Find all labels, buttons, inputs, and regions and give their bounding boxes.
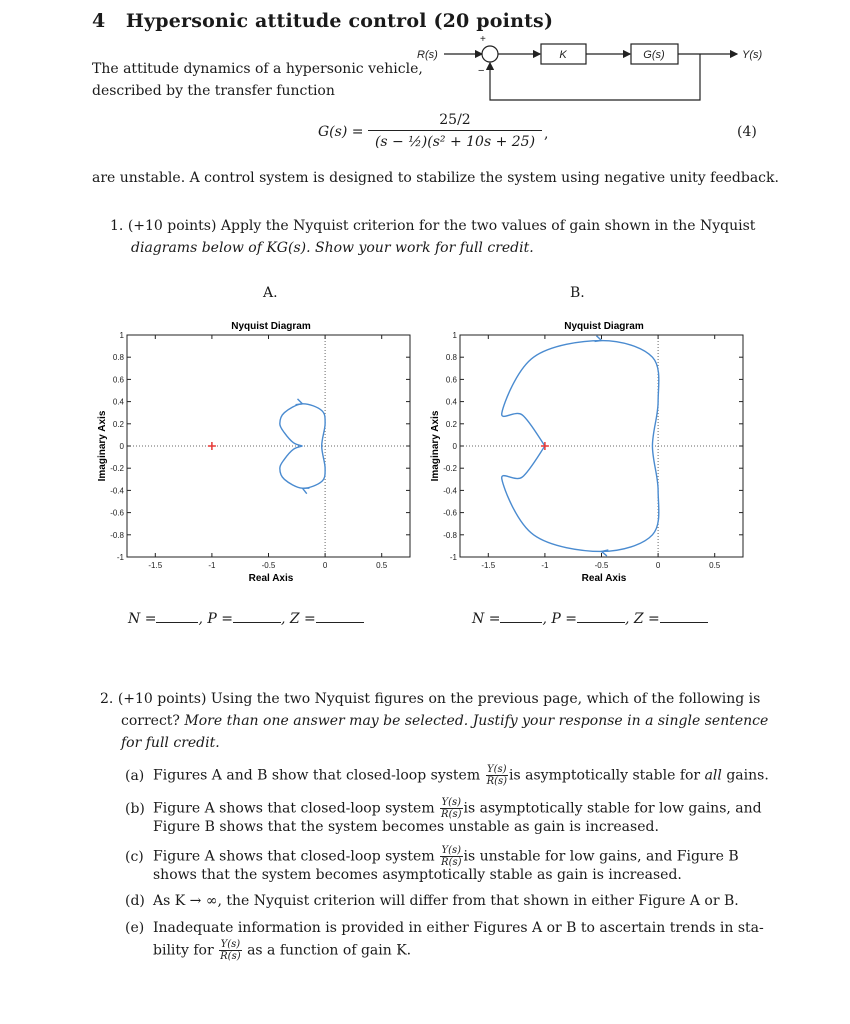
x-tick-label: -1	[208, 561, 216, 570]
question-2	[100, 688, 769, 754]
a-p-label: , P =	[198, 611, 233, 627]
fraction-numerator: Y(s)	[441, 797, 462, 808]
y-tick-label: 1	[119, 331, 124, 340]
x-tick-label: 0.5	[709, 561, 721, 570]
y-tick-label: 0	[452, 442, 457, 451]
a-z-label: , Z =	[280, 611, 316, 627]
y-tick-label: -0.2	[443, 464, 457, 474]
option-a-text-pre: Figures A and B show that closed-loop system	[153, 767, 481, 784]
x-tick-label: -0.5	[594, 561, 609, 570]
q2-line-3-italic: for full credit.	[121, 735, 220, 751]
option-e-line-1: Inadequate information is provided in either Figures A or B to ascertain trends in sta-	[153, 920, 764, 936]
q2-line-2-italic: More than one answer may be selected. Justify your response in a single sentence	[184, 713, 769, 729]
direction-arrow	[602, 550, 609, 556]
direction-arrow	[302, 488, 309, 494]
plot-a-xlabel: Real Axis	[248, 573, 294, 584]
summing-junction	[482, 46, 498, 62]
nyquist-plot-a	[95, 315, 415, 590]
plot-a-title: Nyquist Diagram	[231, 321, 311, 332]
y-tick-label: 0.6	[112, 375, 124, 385]
transfer-ratio-fraction	[486, 764, 508, 787]
fraction-denominator: R(s)	[486, 776, 508, 787]
equation-number: (4)	[737, 124, 757, 140]
q1-line-1: (+10 points) Apply the Nyquist criterion for the two values of gain shown in the Nyquist	[127, 218, 756, 234]
x-tick-label: 0	[655, 561, 661, 570]
section-title: Hypersonic attitude control (20 points)	[125, 10, 554, 32]
section-number: 4	[92, 10, 106, 32]
b-n-label: N =	[472, 611, 501, 627]
option-a-end: gains.	[726, 767, 769, 784]
y-tick-label: -0.6	[110, 508, 124, 518]
q1-instruction: Show your work for full credit.	[315, 240, 534, 256]
q1-number: 1.	[110, 218, 124, 234]
x-tick-label: -0.5	[261, 561, 276, 570]
y-tick-label: -1	[116, 553, 124, 562]
fraction-denominator: R(s)	[441, 857, 462, 868]
y-tick-label: -0.8	[110, 530, 124, 540]
a-n-blank[interactable]	[156, 610, 198, 623]
option-d-text: As K → ∞, the Nyquist criterion will differ from that shown in either Figure A or B.	[153, 893, 739, 909]
input-label: R(s)	[417, 49, 438, 61]
equation-comma: ,	[544, 126, 549, 142]
equation-numerator: 25/2	[368, 112, 542, 131]
b-z-label: , Z =	[624, 611, 660, 627]
x-tick-label: -1.5	[481, 561, 496, 570]
plot-a-ylabel: Imaginary Axis	[97, 410, 108, 482]
option-b-label: (b)	[125, 800, 145, 817]
intro-text	[92, 58, 423, 102]
option-c[interactable]	[125, 845, 765, 886]
transfer-ratio-fraction	[219, 939, 241, 962]
option-b-text-post: is asymptotically stable for low gains, and	[463, 800, 762, 817]
y-tick-label: 0.4	[445, 397, 457, 407]
q1-line-2: diagrams below of KG(s).	[131, 240, 311, 256]
y-tick-label: -0.8	[443, 530, 457, 540]
block-diagram	[400, 30, 780, 110]
option-c-text-pre: Figure A shows that closed-loop system	[153, 848, 435, 865]
fraction-numerator: Y(s)	[441, 845, 462, 856]
b-p-label: , P =	[542, 611, 577, 627]
plot-b-label: B.	[570, 285, 585, 301]
q2-number: 2.	[100, 691, 114, 707]
option-c-text-post: is unstable for low gains, and Figure B	[463, 848, 739, 865]
option-a-text-post: is asymptotically stable for	[509, 767, 701, 784]
equation-lhs: G(s) =	[318, 124, 364, 140]
plus-sign: +	[480, 34, 486, 45]
b-z-blank[interactable]	[660, 610, 708, 623]
y-tick-label: 0	[119, 442, 124, 451]
answer-blanks-b	[472, 610, 708, 627]
option-c-line-2: shows that the system becomes asymptotically stable as gain is increased.	[153, 867, 682, 883]
x-tick-label: 0	[322, 561, 328, 570]
y-tick-label: 0.6	[445, 375, 457, 385]
option-d[interactable]	[125, 891, 765, 912]
b-p-blank[interactable]	[577, 610, 625, 623]
fraction-denominator: R(s)	[441, 809, 462, 820]
y-tick-label: 0.8	[445, 353, 457, 363]
plant-label: G(s)	[643, 49, 665, 61]
output-label: Y(s)	[742, 49, 763, 61]
b-n-blank[interactable]	[500, 610, 542, 623]
y-tick-label: 0.4	[112, 397, 124, 407]
option-e[interactable]	[125, 918, 765, 962]
x-tick-label: 0.5	[376, 561, 388, 570]
equation-denominator: (s − ½)(s² + 10s + 25)	[374, 134, 536, 150]
fraction-numerator: Y(s)	[487, 764, 507, 775]
fraction-numerator: Y(s)	[220, 939, 241, 950]
option-a-italic: all	[704, 767, 722, 784]
section-heading	[92, 10, 553, 32]
q2-line-2: correct?	[121, 713, 180, 729]
controller-label: K	[559, 49, 567, 61]
option-d-label: (d)	[125, 893, 145, 909]
minus-sign: −	[478, 65, 485, 77]
nyquist-plot-b	[428, 315, 748, 590]
q2-line-1: (+10 points) Using the two Nyquist figures on the previous page, which of the following is	[117, 691, 761, 707]
option-b-text-pre: Figure A shows that closed-loop system	[153, 800, 435, 817]
fraction-denominator: R(s)	[220, 951, 241, 962]
option-e-text-post: as a function of gain K.	[247, 942, 412, 959]
a-p-blank[interactable]	[233, 610, 281, 623]
intro-line-2: described by the transfer function	[92, 83, 335, 99]
y-tick-label: 0.8	[112, 353, 124, 363]
y-tick-label: -0.6	[443, 508, 457, 518]
x-tick-label: -1	[541, 561, 549, 570]
after-equation-text: are unstable. A control system is designed to stabilize the system using negative unity feedback.	[92, 170, 779, 186]
y-tick-label: 0.2	[445, 419, 457, 429]
plot-a-label: A.	[263, 285, 278, 301]
option-a-label: (a)	[125, 767, 145, 784]
plot-b-title: Nyquist Diagram	[564, 321, 644, 332]
y-tick-label: -1	[449, 553, 457, 562]
y-tick-label: -0.2	[110, 464, 124, 474]
option-c-label: (c)	[125, 848, 144, 865]
y-tick-label: -0.4	[443, 486, 457, 496]
direction-arrow	[296, 399, 303, 405]
option-a[interactable]	[125, 764, 769, 787]
answer-blanks-a	[128, 610, 364, 627]
intro-line-1: The attitude dynamics of a hypersonic vehicle,	[92, 61, 423, 77]
y-tick-label: 0.2	[112, 419, 124, 429]
y-tick-label: 1	[452, 331, 457, 340]
plot-b-xlabel: Real Axis	[581, 573, 627, 584]
option-e-text-pre: bility for	[153, 942, 214, 959]
x-tick-label: -1.5	[148, 561, 163, 570]
a-z-blank[interactable]	[316, 610, 364, 623]
option-b[interactable]	[125, 797, 765, 838]
y-tick-label: -0.4	[110, 486, 124, 496]
question-1	[110, 215, 770, 259]
option-e-label: (e)	[125, 920, 145, 936]
option-b-line-2: Figure B shows that the system becomes unstable as gain is increased.	[153, 819, 659, 835]
plot-b-ylabel: Imaginary Axis	[430, 410, 441, 482]
a-n-label: N =	[128, 611, 157, 627]
